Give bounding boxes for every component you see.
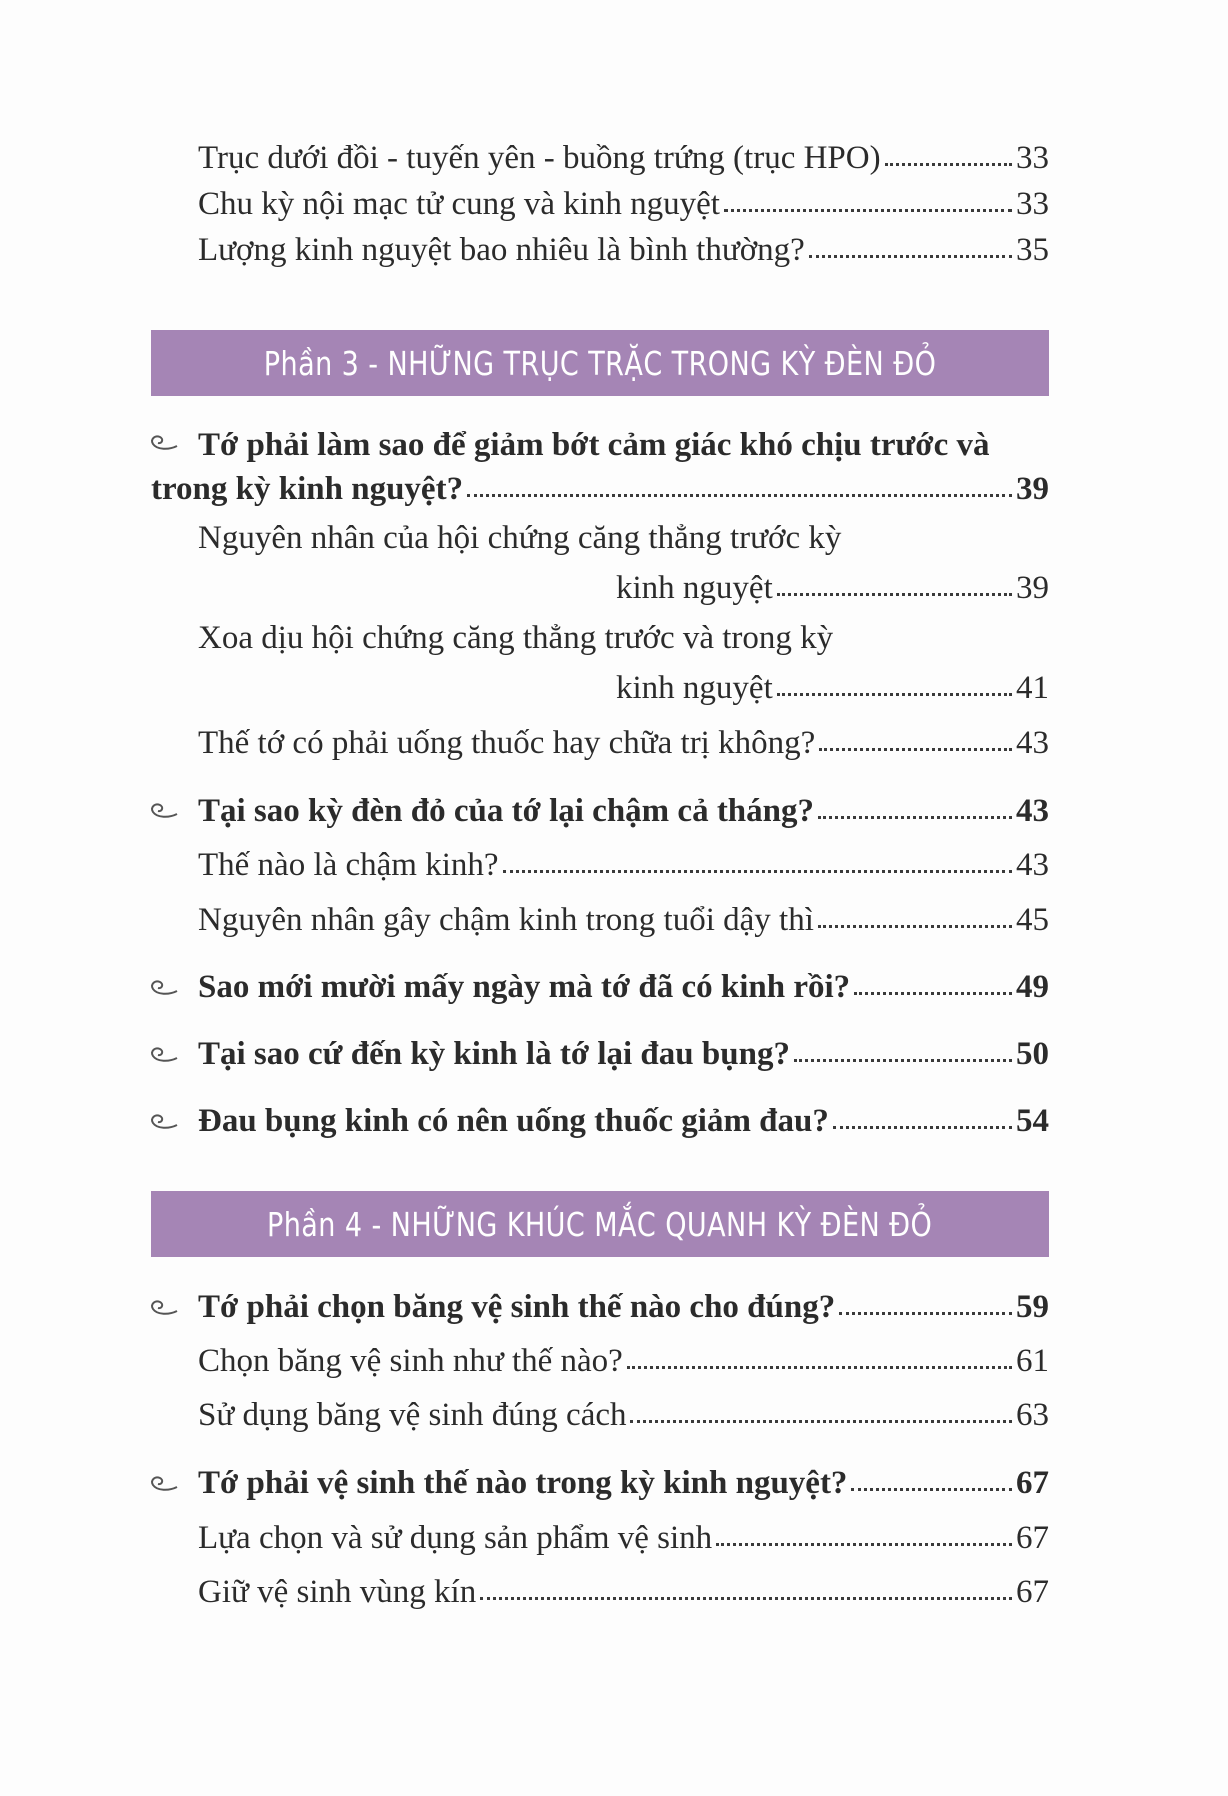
toc-entry[interactable]: Giữ vệ sinh vùng kín 67: [198, 1574, 1049, 1610]
dot-leader: [794, 1059, 1012, 1062]
dot-leader: [630, 1420, 1012, 1423]
swirl-icon: [149, 1044, 179, 1066]
section-banner-part3: [151, 330, 1049, 396]
swirl-icon: [149, 977, 179, 999]
dot-leader: [854, 992, 1012, 995]
toc-entry[interactable]: Lựa chọn và sử dụng sản phẩm vệ sinh 67: [198, 1520, 1049, 1556]
toc-entry[interactable]: Nguyên nhân gây chậm kinh trong tuổi dậy thì 45: [198, 902, 1049, 938]
toc-question[interactable]: Đau bụng kinh có nên uống thuốc giảm đau? 54: [198, 1103, 1049, 1139]
dot-leader: [777, 593, 1012, 596]
swirl-icon: [149, 1111, 179, 1133]
dot-leader: [833, 1126, 1012, 1129]
toc-question[interactable]: Tại sao cứ đến kỳ kinh là tớ lại đau bụng? 50: [198, 1036, 1049, 1072]
dot-leader: [818, 925, 1012, 928]
dot-leader: [818, 816, 1012, 819]
dot-leader: [809, 255, 1012, 258]
toc-entry[interactable]: kinh nguyệt 39: [616, 570, 1049, 606]
dot-leader: [819, 748, 1012, 751]
toc-entry[interactable]: Thế nào là chậm kinh? 43: [198, 847, 1049, 883]
dot-leader: [716, 1543, 1012, 1546]
dot-leader: [467, 494, 1012, 497]
swirl-icon: [149, 1473, 179, 1495]
toc-entry[interactable]: Lượng kinh nguyệt bao nhiêu là bình thường? 35: [198, 232, 1049, 268]
toc-entry[interactable]: Chu kỳ nội mạc tử cung và kinh nguyệt 33: [198, 186, 1049, 222]
toc-question[interactable]: Tại sao kỳ đèn đỏ của tớ lại chậm cả tháng? 43: [198, 793, 1049, 829]
swirl-icon: [149, 432, 179, 454]
toc-question[interactable]: Tớ phải làm sao để giảm bớt cảm giác khó chịu trước và: [198, 427, 990, 463]
toc-entry[interactable]: Chọn băng vệ sinh như thế nào? 61: [198, 1343, 1049, 1379]
toc-entry[interactable]: trong kỳ kinh nguyệt? 39: [151, 471, 1049, 507]
dot-leader: [851, 1488, 1012, 1491]
dot-leader: [503, 870, 1012, 873]
dot-leader: [885, 163, 1012, 166]
swirl-icon: [149, 1297, 179, 1319]
section-heading: Phần 3 - NHỮNG TRỤC TRẶC TRONG KỲ ĐÈN ĐỎ: [263, 343, 937, 383]
toc-entry[interactable]: Sử dụng băng vệ sinh đúng cách 63: [198, 1397, 1049, 1433]
toc-entry[interactable]: Thế tớ có phải uống thuốc hay chữa trị không? 43: [198, 725, 1049, 761]
section-heading: Phần 4 - NHỮNG KHÚC MẮC QUANH KỲ ĐÈN ĐỎ: [267, 1204, 933, 1244]
toc-entry[interactable]: kinh nguyệt 41: [616, 670, 1049, 706]
dot-leader: [627, 1366, 1012, 1369]
toc-entry[interactable]: Trục dưới đồi - tuyến yên - buồng trứng (trục HPO) 33: [198, 140, 1049, 176]
toc-subentry[interactable]: Xoa dịu hội chứng căng thẳng trước và trong kỳ: [198, 620, 834, 656]
toc-question[interactable]: Tớ phải chọn băng vệ sinh thế nào cho đúng? 59: [198, 1289, 1049, 1325]
dot-leader: [839, 1312, 1012, 1315]
dot-leader: [777, 693, 1012, 696]
section-banner-part4: [151, 1191, 1049, 1257]
toc-subentry[interactable]: Nguyên nhân của hội chứng căng thẳng trước kỳ: [198, 520, 842, 556]
toc-question[interactable]: Sao mới mười mấy ngày mà tớ đã có kinh rồi? 49: [198, 969, 1049, 1005]
dot-leader: [724, 209, 1012, 212]
dot-leader: [480, 1597, 1012, 1600]
toc-question[interactable]: Tớ phải vệ sinh thế nào trong kỳ kinh nguyệt? 67: [198, 1465, 1049, 1501]
swirl-icon: [149, 800, 179, 822]
